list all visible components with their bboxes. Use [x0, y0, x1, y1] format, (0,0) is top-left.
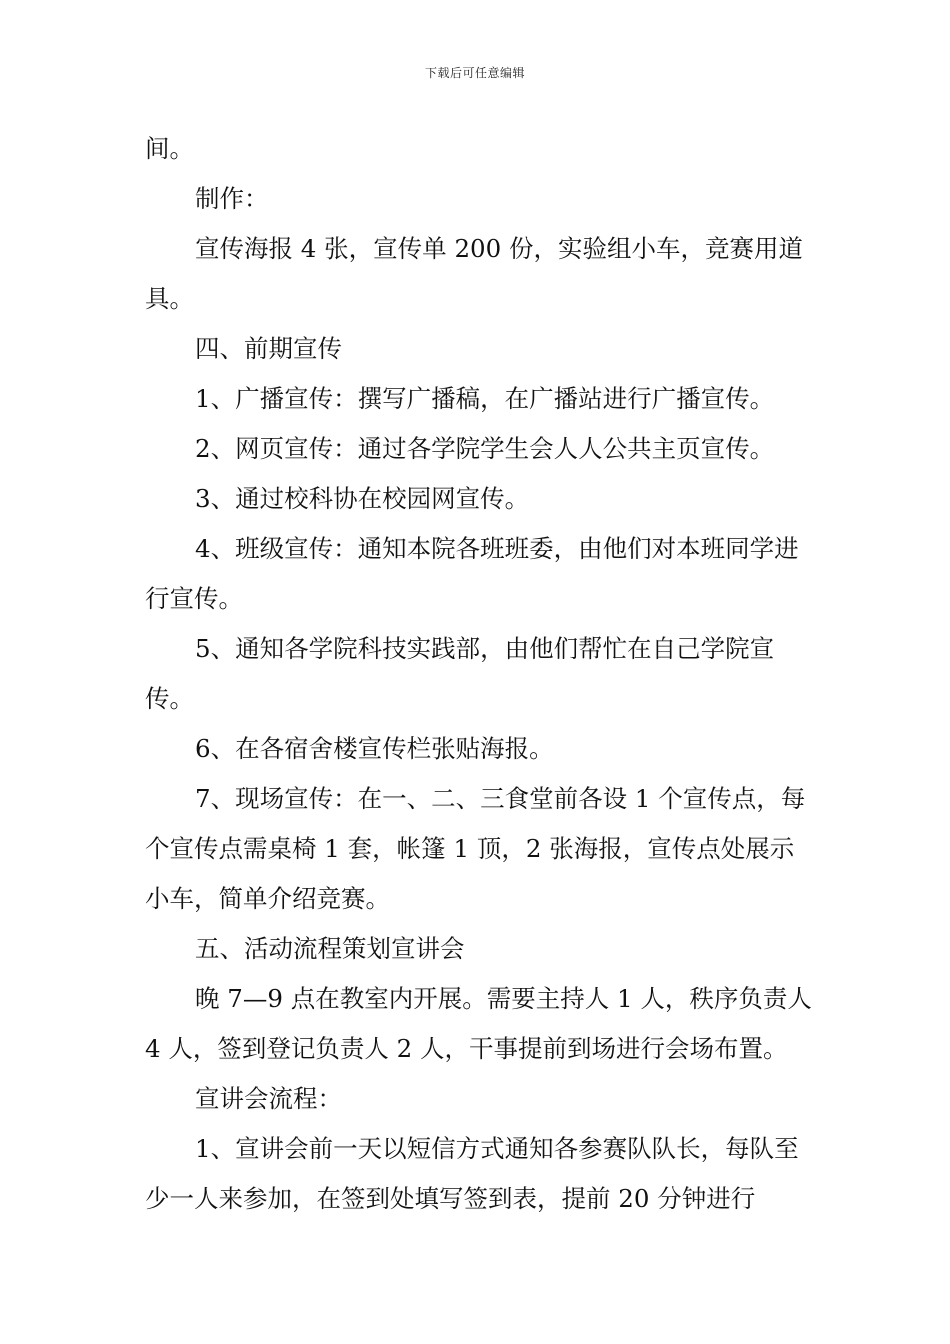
section-heading-4: 四、前期宣传 [195, 334, 342, 363]
paragraph-1: 间。 [145, 134, 194, 163]
paragraph-2: 制作： [195, 184, 269, 213]
paragraph-3: 宣传海报 4 张，宣传单 200 份，实验组小车，竞赛用道具。 [145, 234, 803, 313]
paragraph-5: 1、广播宣传：撰写广播稿，在广播站进行广播宣传。 [195, 384, 775, 413]
paragraph-7: 3、通过校科协在校园网宣传。 [195, 484, 530, 513]
section-heading-5: 五、活动流程策划宣讲会 [195, 934, 465, 963]
paragraph-13: 晚 7—9 点在教室内开展。需要主持人 1 人，秩序负责人 4 人，签到登记负责人 2 人，干事提前到场进行会场布置。 [145, 984, 812, 1063]
document-body [145, 124, 817, 1224]
paragraph-8: 4、班级宣传：通知本院各班班委，由他们对本班同学进行宣传。 [145, 534, 799, 613]
paragraph-6: 2、网页宣传：通过各学院学生会人人公共主页宣传。 [195, 434, 775, 463]
paragraph-11: 7、现场宣传：在一、二、三食堂前各设 1 个宣传点，每个宣传点需桌椅 1 套，帐篷 1 顶，2 张海报，宣传点处展示小车，简单介绍竞赛。 [145, 784, 806, 913]
paragraph-10: 6、在各宿舍楼宣传栏张贴海报。 [195, 734, 554, 763]
paragraph-9: 5、通知各学院科技实践部，由他们帮忙在自己学院宣传。 [145, 634, 775, 713]
paragraph-14: 宣讲会流程： [195, 1084, 342, 1113]
page-header: 下载后可任意编辑 [424, 66, 525, 80]
paragraph-15: 1、宣讲会前一天以短信方式通知各参赛队队长，每队至少一人来参加，在签到处填写签到表，提前 20 分钟进行 [145, 1134, 799, 1213]
